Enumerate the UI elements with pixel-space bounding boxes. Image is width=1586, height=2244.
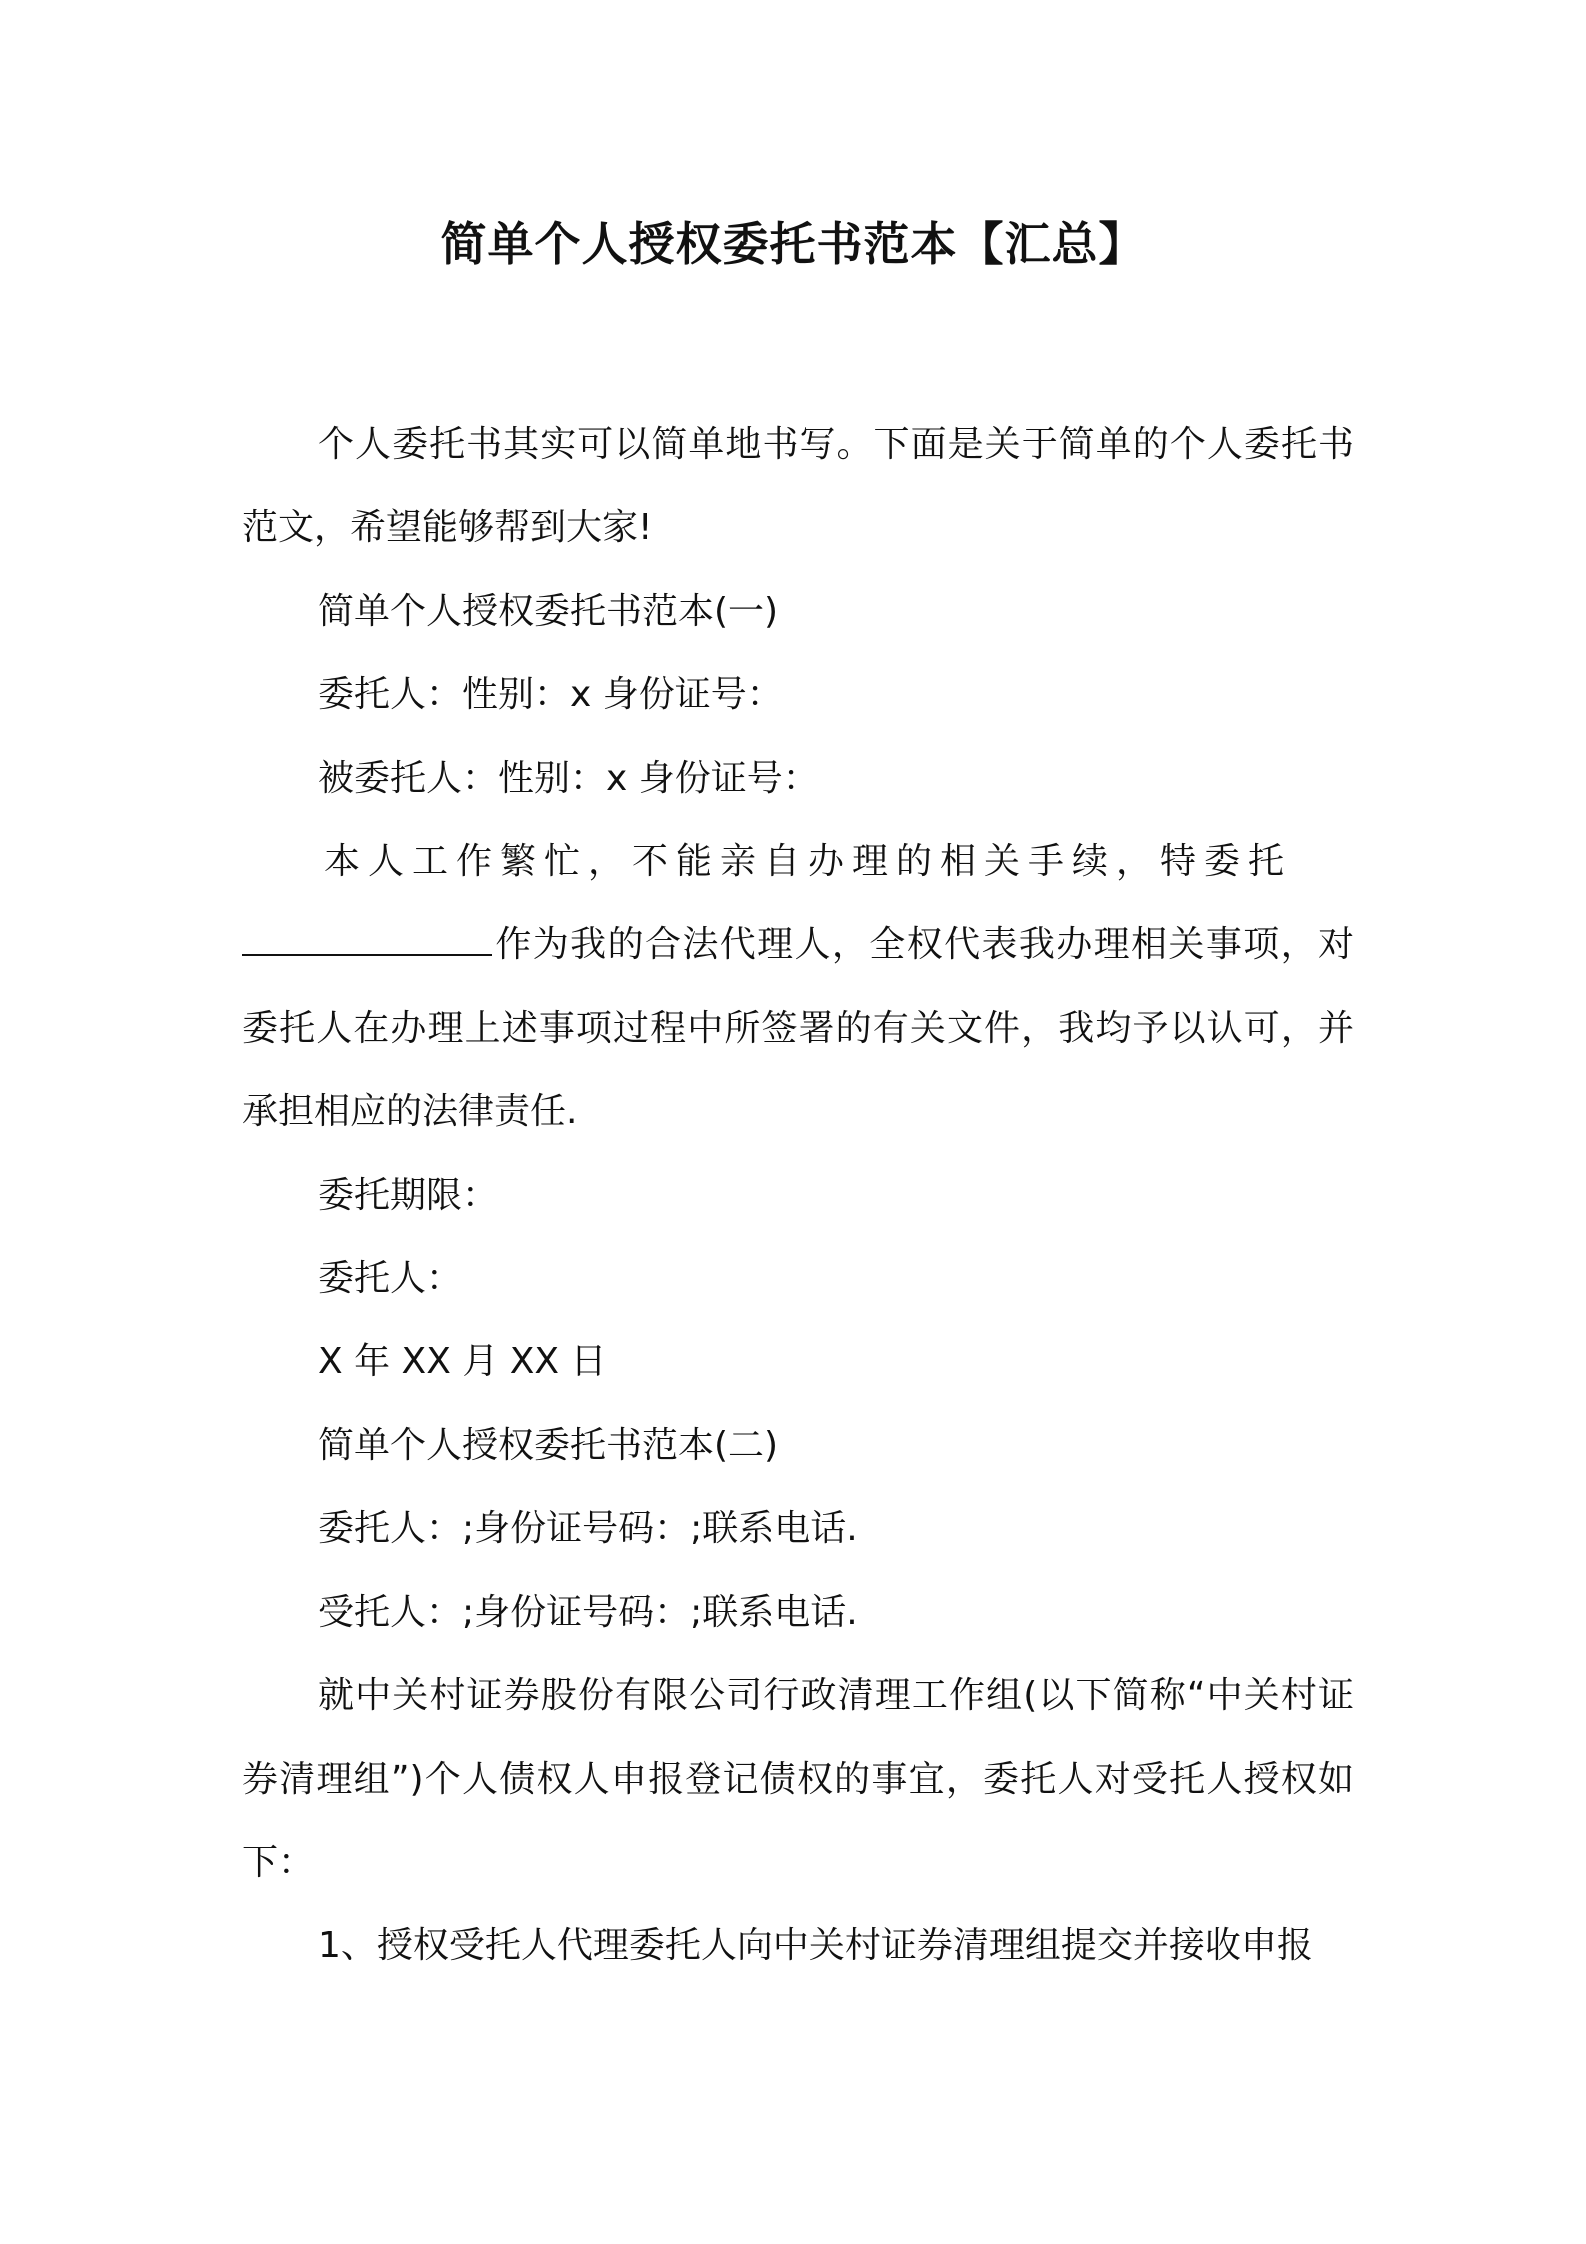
blank-line: [242, 924, 492, 956]
authorization-paragraph: [242, 903, 1354, 1153]
authorization-text: 作为我的合法代理人，全权代表我办理相关事项，对委托人在办理上述事项过程中所签署的有关文件，我均予以认可，并承担相应的法律责任.: [242, 924, 1354, 1133]
busy-line: 本人工作繁忙，不能亲自办理的相关手续，特委托: [324, 841, 1293, 883]
item-one-line: 1、授权受托人代理委托人向中关村证券清理组提交并接收申报: [318, 1925, 1313, 1967]
trustee-contact-line: 受托人：;身份证号码：;联系电话.: [318, 1591, 858, 1633]
document-title: 简单个人授权委托书范本【汇总】: [440, 217, 1146, 271]
context-paragraph: 就中关村证券股份有限公司行政清理工作组(以下简称“中关村证券清理组”)个人债权人申报登记债权的事宜，委托人对受托人授权如下：: [242, 1675, 1354, 1883]
principal-line: 委托人：性别：x 身份证号：: [318, 674, 783, 716]
document-body: [242, 403, 1354, 1988]
agent-line: 被委托人：性别：x 身份证号：: [318, 757, 819, 799]
principal-sign-line: 委托人：: [318, 1258, 463, 1300]
intro-paragraph: 个人委托书其实可以简单地书写。下面是关于简单的个人委托书范文，希望能够帮到大家!: [242, 424, 1354, 549]
principal-contact-line: 委托人：;身份证号码：;联系电话.: [318, 1508, 858, 1550]
section-heading-one: 简单个人授权委托书范本(一): [318, 590, 779, 632]
date-line: X 年 XX 月 XX 日: [318, 1341, 607, 1383]
term-line: 委托期限：: [318, 1174, 499, 1216]
section-heading-two: 简单个人授权委托书范本(二): [318, 1424, 779, 1466]
